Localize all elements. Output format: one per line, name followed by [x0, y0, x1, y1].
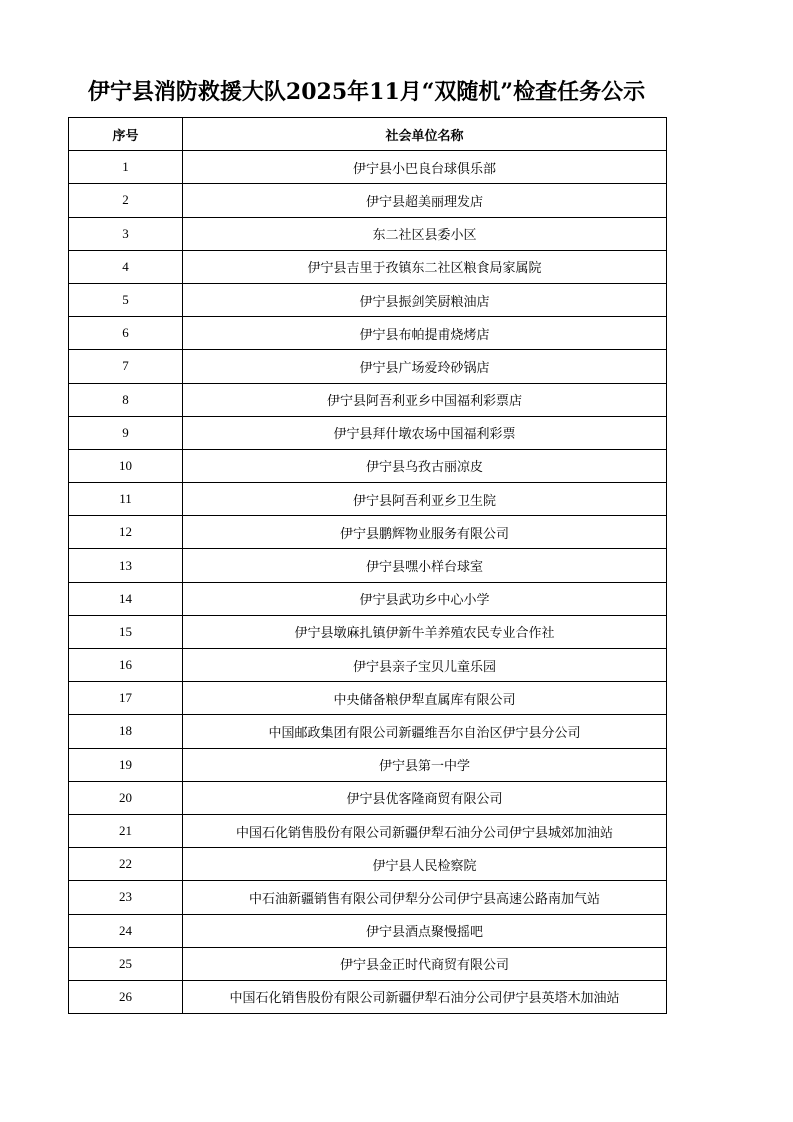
row-number: 22: [69, 848, 183, 881]
row-number: 21: [69, 814, 183, 847]
row-number: 11: [69, 483, 183, 516]
unit-name: 伊宁县人民检察院: [183, 848, 667, 881]
table-row: [69, 582, 667, 615]
table-row: [69, 748, 667, 781]
unit-name: 伊宁县吉里于孜镇东二社区粮食局家属院: [183, 250, 667, 283]
table-row: [69, 947, 667, 980]
table-row: [69, 449, 667, 482]
row-number: 19: [69, 748, 183, 781]
row-number: 20: [69, 781, 183, 814]
unit-name: 伊宁县广场爱玲砂锅店: [183, 350, 667, 383]
unit-name: 伊宁县嘿小样台球室: [183, 549, 667, 582]
unit-name: 伊宁县武功乡中心小学: [183, 582, 667, 615]
row-number: 8: [69, 383, 183, 416]
unit-name: 中央储备粮伊犁直属库有限公司: [183, 682, 667, 715]
table-header-row: [69, 118, 667, 151]
table-row: [69, 217, 667, 250]
row-number: 17: [69, 682, 183, 715]
table-row: [69, 814, 667, 847]
unit-name: 东二社区县委小区: [183, 217, 667, 250]
table-row: [69, 516, 667, 549]
table-row: [69, 649, 667, 682]
column-header-number: 序号: [69, 118, 183, 151]
unit-name: 伊宁县拜什墩农场中国福利彩票: [183, 416, 667, 449]
row-number: 15: [69, 615, 183, 648]
table-row: [69, 914, 667, 947]
row-number: 10: [69, 449, 183, 482]
column-header-unit-name: 社会单位名称: [183, 118, 667, 151]
table-row: [69, 283, 667, 316]
row-number: 1: [69, 151, 183, 184]
table-row: [69, 615, 667, 648]
unit-name: 伊宁县鹏辉物业服务有限公司: [183, 516, 667, 549]
row-number: 23: [69, 881, 183, 914]
unit-name: 伊宁县亲子宝贝儿童乐园: [183, 649, 667, 682]
table-row: [69, 350, 667, 383]
row-number: 12: [69, 516, 183, 549]
row-number: 3: [69, 217, 183, 250]
table-row: [69, 980, 667, 1013]
unit-name: 伊宁县阿吾利亚乡中国福利彩票店: [183, 383, 667, 416]
table-body: [69, 151, 667, 1014]
row-number: 25: [69, 947, 183, 980]
table-row: [69, 317, 667, 350]
unit-name: 伊宁县优客隆商贸有限公司: [183, 781, 667, 814]
unit-name: 中国石化销售股份有限公司新疆伊犁石油分公司伊宁县英塔木加油站: [183, 980, 667, 1013]
table-row: [69, 781, 667, 814]
unit-name: 伊宁县墩麻扎镇伊新牛羊养殖农民专业合作社: [183, 615, 667, 648]
table-row: [69, 715, 667, 748]
unit-name: 伊宁县振剑笑厨粮油店: [183, 283, 667, 316]
unit-name: 伊宁县小巴良台球俱乐部: [183, 151, 667, 184]
row-number: 16: [69, 649, 183, 682]
row-number: 13: [69, 549, 183, 582]
table-row: [69, 881, 667, 914]
row-number: 7: [69, 350, 183, 383]
table-row: [69, 549, 667, 582]
row-number: 26: [69, 980, 183, 1013]
row-number: 18: [69, 715, 183, 748]
unit-name: 中国邮政集团有限公司新疆维吾尔自治区伊宁县分公司: [183, 715, 667, 748]
row-number: 14: [69, 582, 183, 615]
page-title: 伊宁县消防救援大队2025年11月“双随机”检查任务公示: [87, 79, 646, 105]
row-number: 5: [69, 283, 183, 316]
row-number: 6: [69, 317, 183, 350]
table-row: [69, 383, 667, 416]
table-row: [69, 184, 667, 217]
unit-name: 伊宁县金正时代商贸有限公司: [183, 947, 667, 980]
row-number: 9: [69, 416, 183, 449]
unit-name: 伊宁县布帕提甫烧烤店: [183, 317, 667, 350]
table-row: [69, 848, 667, 881]
row-number: 24: [69, 914, 183, 947]
table-row: [69, 416, 667, 449]
table-row: [69, 682, 667, 715]
row-number: 4: [69, 250, 183, 283]
unit-name: 伊宁县酒点聚慢摇吧: [183, 914, 667, 947]
unit-name: 伊宁县阿吾利亚乡卫生院: [183, 483, 667, 516]
table-row: [69, 151, 667, 184]
unit-name: 伊宁县第一中学: [183, 748, 667, 781]
unit-name: 中石油新疆销售有限公司伊犁分公司伊宁县高速公路南加气站: [183, 881, 667, 914]
table-row: [69, 250, 667, 283]
table-row: [69, 483, 667, 516]
unit-name: 中国石化销售股份有限公司新疆伊犁石油分公司伊宁县城郊加油站: [183, 814, 667, 847]
row-number: 2: [69, 184, 183, 217]
inspection-task-table: [68, 117, 667, 1014]
unit-name: 伊宁县乌孜古丽凉皮: [183, 449, 667, 482]
unit-name: 伊宁县超美丽理发店: [183, 184, 667, 217]
